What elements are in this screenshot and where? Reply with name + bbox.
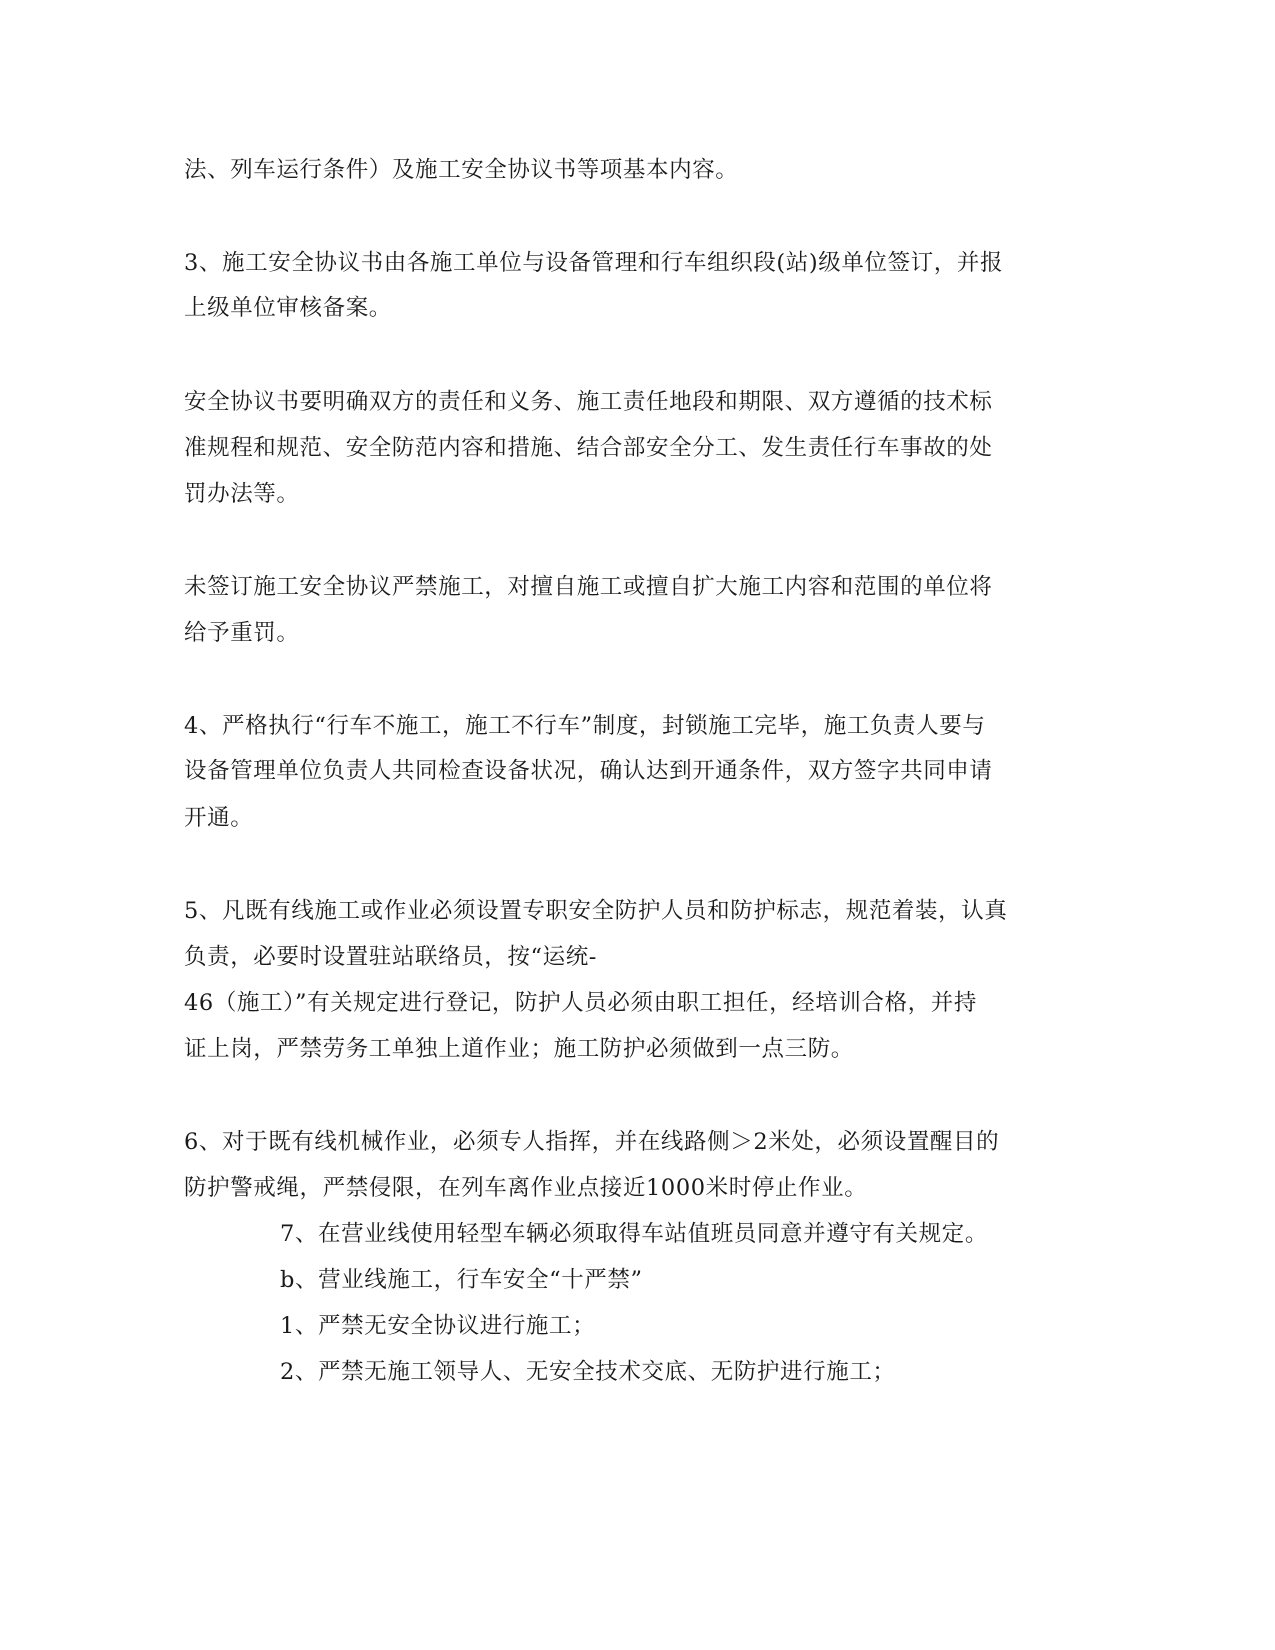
text-line: 开通。 <box>184 805 254 831</box>
text-line: b、营业线施工，行车安全“十严禁” <box>280 1267 643 1293</box>
text-line: 6、对于既有线机械作业，必须专人指挥，并在线路侧＞2米处，必须设置醒目的 <box>184 1129 1000 1155</box>
text-line: 证上岗，严禁劳务工单独上道作业；施工防护必须做到一点三防。 <box>184 1036 854 1062</box>
text-line: 上级单位审核备案。 <box>184 295 392 321</box>
text-line: 罚办法等。 <box>184 481 300 507</box>
text-line: 安全协议书要明确双方的责任和义务、施工责任地段和期限、双方遵循的技术标 <box>184 389 993 415</box>
text-line: 防护警戒绳，严禁侵限，在列车离作业点接近1000米时停止作业。 <box>184 1175 868 1201</box>
text-line: 设备管理单位负责人共同检查设备状况，确认达到开通条件，双方签字共同申请 <box>184 758 993 784</box>
text-line: 给予重罚。 <box>184 620 300 646</box>
text-line: 46（施工）”有关规定进行登记，防护人员必须由职工担任，经培训合格，并持 <box>184 990 977 1016</box>
text-line: 准规程和规范、安全防范内容和措施、结合部安全分工、发生责任行车事故的处 <box>184 435 993 461</box>
text-line: 3、施工安全协议书由各施工单位与设备管理和行车组织段(站)级单位签订，并报 <box>184 250 1004 276</box>
text-line: 2、严禁无施工领导人、无安全技术交底、无防护进行施工； <box>280 1359 896 1385</box>
text-line: 7、在营业线使用轻型车辆必须取得车站值班员同意并遵守有关规定。 <box>280 1221 988 1247</box>
text-line: 未签订施工安全协议严禁施工，对擅自施工或擅自扩大施工内容和范围的单位将 <box>184 574 993 600</box>
text-line: 4、严格执行“行车不施工，施工不行车”制度，封锁施工完毕，施工负责人要与 <box>184 713 986 739</box>
text-line: 1、严禁无安全协议进行施工； <box>280 1313 596 1339</box>
text-line: 5、凡既有线施工或作业必须设置专职安全防护人员和防护标志，规范着装，认真 <box>184 898 1008 924</box>
text-line: 法、列车运行条件）及施工安全协议书等项基本内容。 <box>184 157 739 183</box>
text-line: 负责，必要时设置驻站联络员，按“运统- <box>184 944 598 970</box>
